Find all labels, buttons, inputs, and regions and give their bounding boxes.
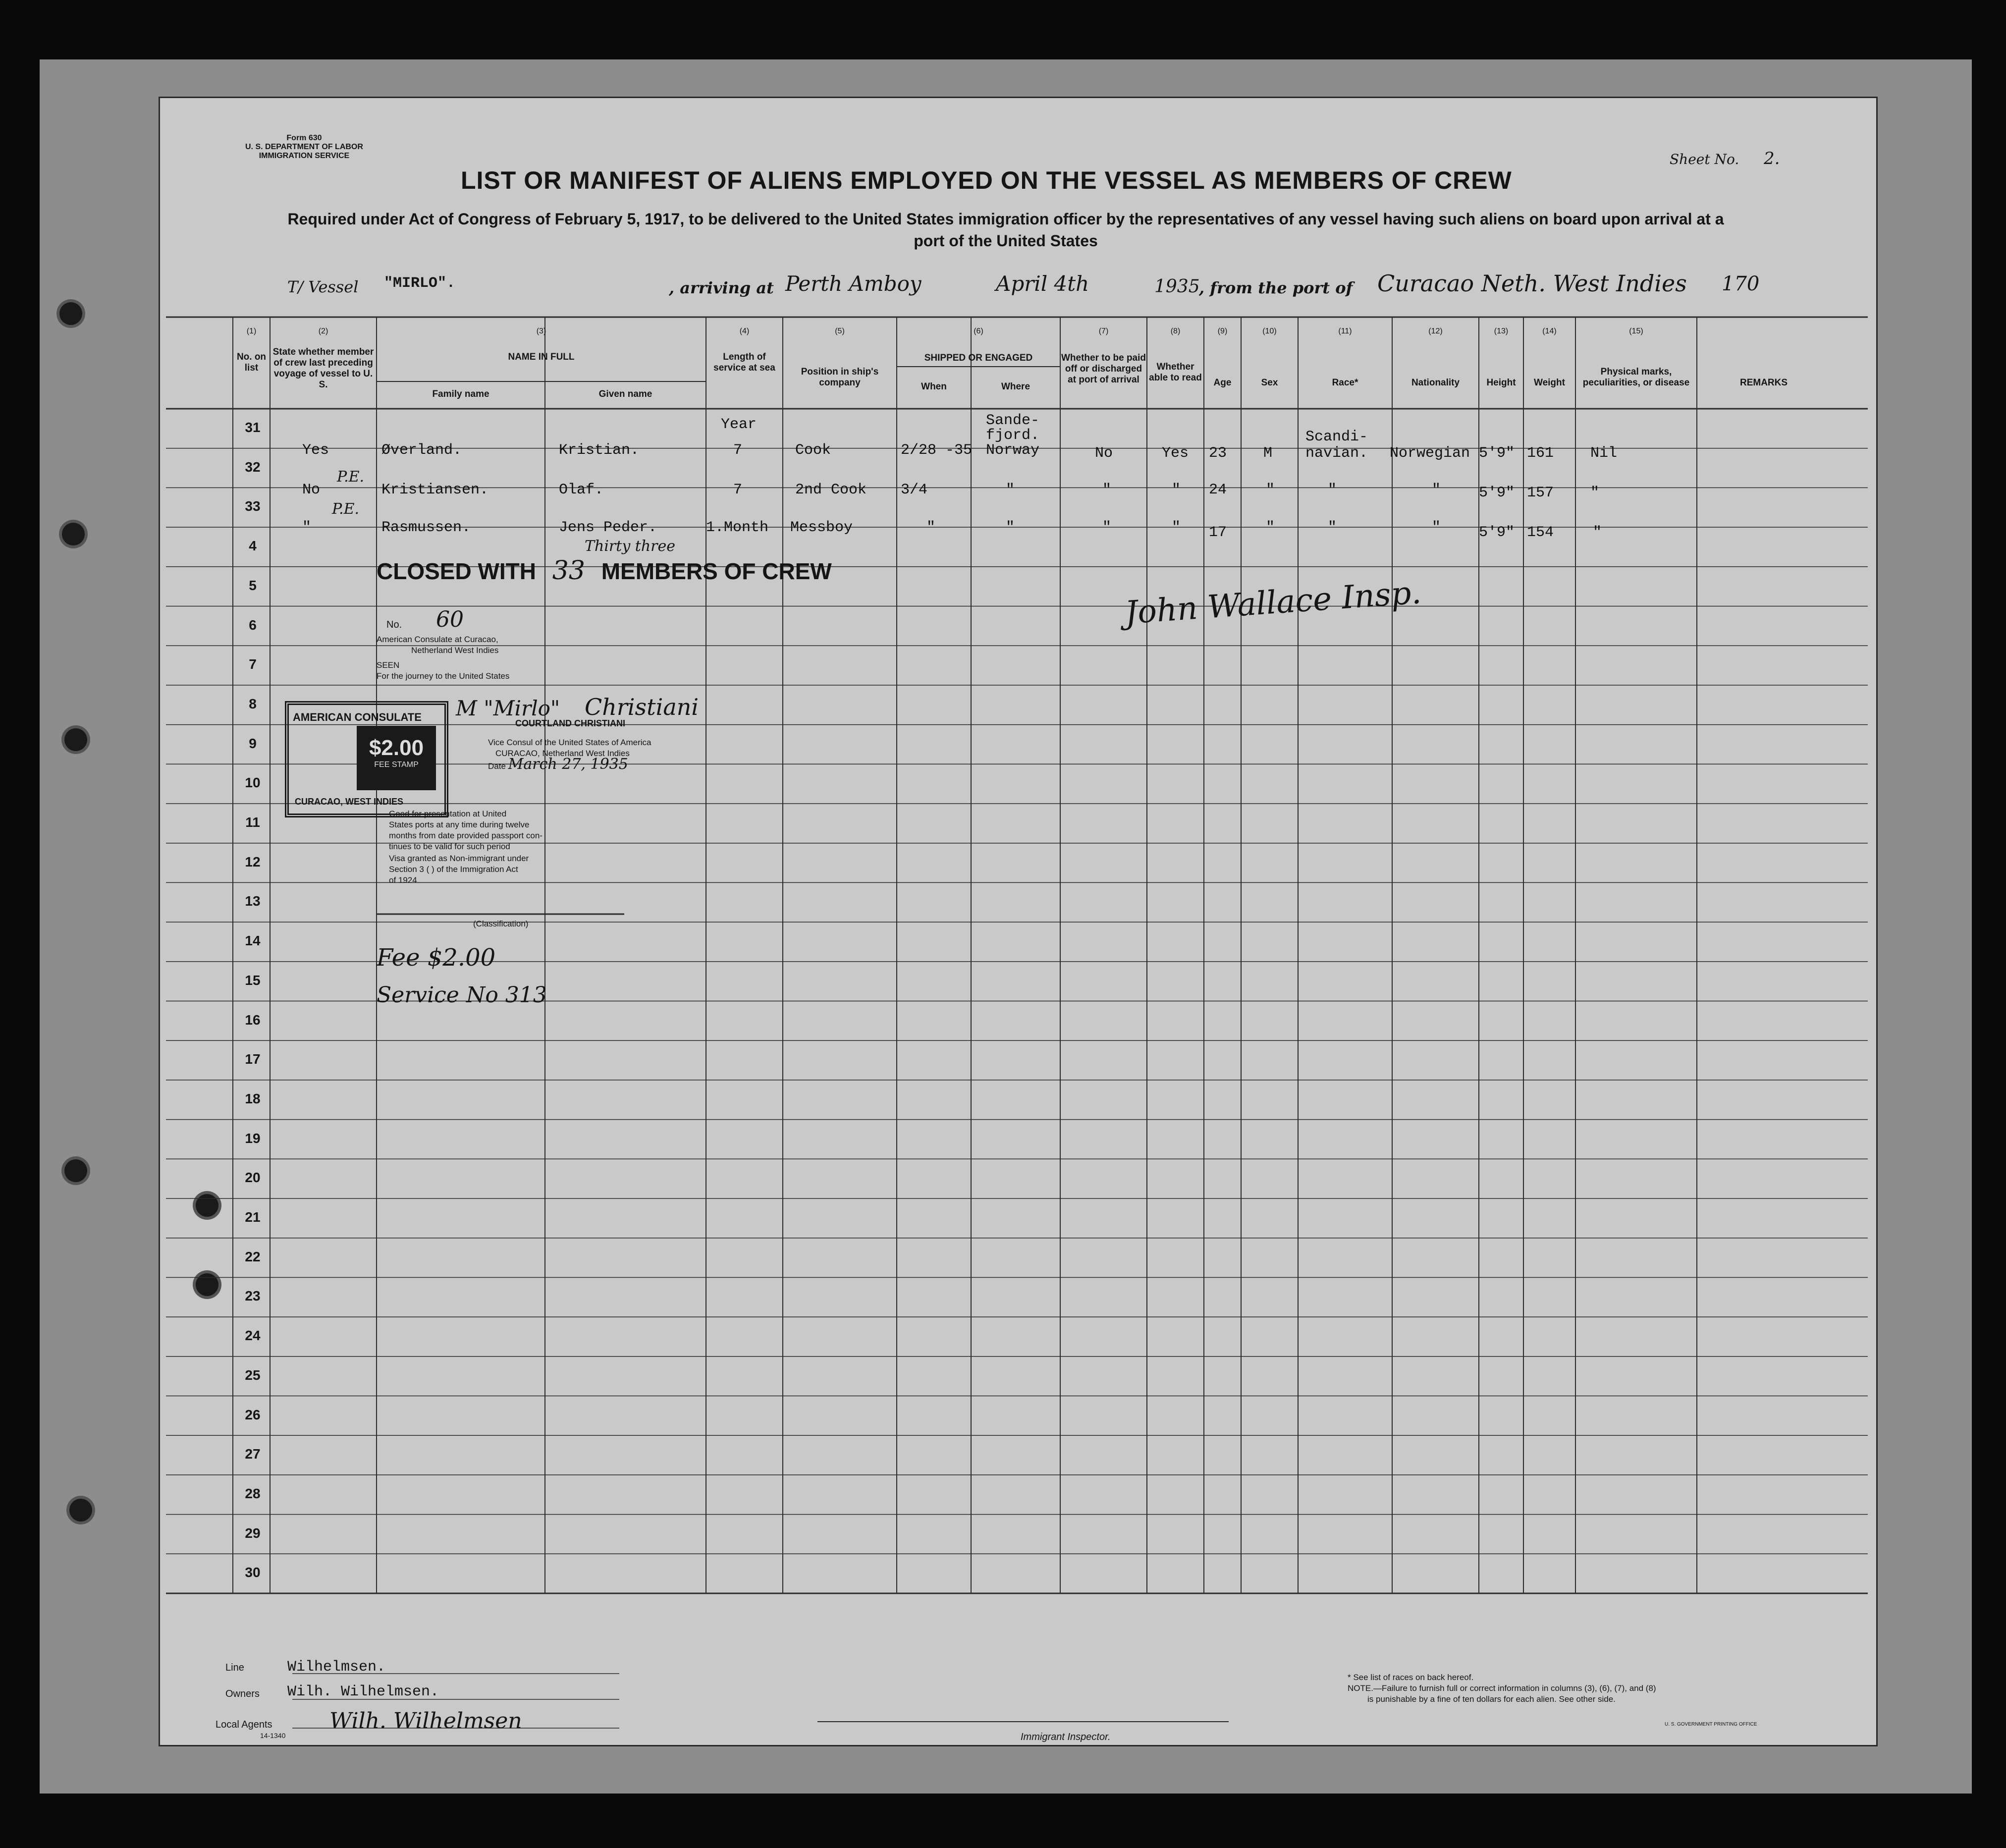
- crew-sex: M: [1263, 445, 1273, 462]
- service-name: IMMIGRATION SERVICE: [259, 152, 350, 160]
- fee-stamp-amount: $2.00: [369, 736, 424, 760]
- vessel-label: T/ Vessel: [287, 277, 359, 296]
- crew-position: Messboy: [790, 519, 853, 536]
- col-num: (1): [246, 327, 257, 335]
- row-number: 13: [245, 893, 261, 909]
- classification-label: (Classification): [473, 919, 529, 928]
- validity-line: months from date provided passport con-: [389, 831, 542, 840]
- col-num: (6): [974, 327, 983, 335]
- consular-no-label: No.: [386, 619, 402, 630]
- header-previous-voyage: State whether member of crew last preceding voyage of vessel to U. S.: [272, 347, 374, 390]
- closing-crew-count: 33: [552, 556, 585, 586]
- crew-prev-voyage: No: [302, 482, 321, 498]
- header-given-name: Given name: [598, 389, 652, 399]
- crew-given-name: Kristian.: [559, 442, 640, 459]
- col-num: (2): [318, 327, 328, 335]
- visa-line: Visa granted as Non-immigrant under: [389, 854, 529, 863]
- row-number: 33: [245, 498, 261, 514]
- line-value: Wilhelmsen.: [287, 1659, 386, 1676]
- vessel-name: "MIRLO".: [384, 275, 456, 292]
- row-number: 14: [245, 933, 261, 949]
- header-no-on-list: No. on list: [236, 352, 267, 373]
- crew-prev-voyage: ": [302, 519, 312, 536]
- col-num: (8): [1170, 327, 1181, 335]
- header-able-to-read: Whether able to read: [1149, 362, 1202, 383]
- crew-paid-off: ": [1102, 482, 1112, 498]
- row-number: 25: [245, 1367, 261, 1383]
- header-family-name: Family name: [432, 389, 489, 399]
- header-race: Race*: [1332, 378, 1358, 388]
- col-num: (9): [1217, 327, 1228, 335]
- closing-text-start: CLOSED WITH: [377, 558, 536, 584]
- row-number: 19: [245, 1130, 261, 1146]
- crew-able-to-read: ": [1172, 519, 1181, 536]
- consular-journey: For the journey to the United States: [377, 671, 510, 681]
- arriving-label: , arriving at: [669, 278, 774, 297]
- crew-able-to-read: Yes: [1162, 445, 1189, 462]
- crew-race: ": [1328, 482, 1337, 498]
- crew-age: 23: [1209, 445, 1227, 462]
- fee: Fee $2.00: [377, 944, 496, 972]
- closing-text-end: MEMBERS OF CREW: [601, 558, 832, 584]
- arriving-date: April 4th: [996, 272, 1089, 296]
- consulate-line: American Consulate at Curacao,: [377, 635, 498, 644]
- crew-race: navian.: [1305, 445, 1368, 462]
- col-num: (3): [536, 327, 546, 335]
- validity-line: Good for presentation at United: [389, 809, 507, 818]
- crew-family-name: Kristiansen.: [381, 482, 489, 498]
- row-number: 5: [249, 577, 257, 593]
- consul-place: CURACAO, Netherland West Indies: [495, 749, 630, 758]
- header-position: Position in ship's company: [801, 367, 879, 388]
- footer-note: NOTE.—Failure to furnish full or correct information in columns (3), (6), (7), and (8): [1348, 1684, 1656, 1693]
- crew-physical-marks: ": [1593, 524, 1602, 541]
- stamp-text: AMERICAN CONSULATE: [293, 711, 422, 723]
- header-length-of-service: Length of service at sea: [713, 352, 775, 373]
- crew-weight: 161: [1527, 445, 1554, 462]
- validity-line: States ports at any time during twelve: [389, 820, 530, 829]
- crew-shipped-where: Norway: [986, 442, 1040, 459]
- crew-race: Scandi-: [1305, 429, 1368, 445]
- crew-shipped-when: 3/4: [901, 482, 928, 498]
- crew-shipped-where: ": [1006, 519, 1015, 536]
- col-num: (14): [1542, 327, 1557, 335]
- row-number: 16: [245, 1012, 261, 1028]
- crew-nationality: ": [1432, 482, 1441, 498]
- header-height: Height: [1486, 378, 1516, 388]
- crew-prev-voyage: Yes: [302, 442, 329, 459]
- sheet-label: Sheet No.: [1670, 151, 1739, 167]
- row-number: 20: [245, 1170, 261, 1186]
- col-num: (15): [1629, 327, 1643, 335]
- form-number: Form 630: [286, 134, 322, 142]
- header-sex: Sex: [1261, 378, 1278, 388]
- col-num: (4): [739, 327, 750, 335]
- crew-service-unit: Year: [721, 416, 757, 433]
- crew-weight: 154: [1527, 524, 1554, 541]
- fee-stamp-label: FEE STAMP: [374, 761, 419, 769]
- crew-given-name: Jens Peder.: [559, 519, 657, 536]
- form-code: 14-1340: [260, 1732, 286, 1739]
- crew-service-length: 7: [733, 442, 743, 459]
- crew-shipped-where: fjord.: [986, 427, 1040, 444]
- header-age: Age: [1213, 378, 1232, 388]
- crew-nationality: ": [1432, 519, 1441, 536]
- crew-height: 5'9": [1479, 445, 1515, 462]
- crew-service-length: 7: [733, 482, 743, 498]
- consul-title: Vice Consul of the United States of America: [488, 738, 651, 747]
- consul-signature: Christiani: [585, 694, 699, 720]
- header-paid-off: Whether to be paid off or discharged at port of arrival: [1061, 353, 1146, 385]
- row-number: 26: [245, 1407, 261, 1422]
- immigrant-inspector-label: Immigrant Inspector.: [1021, 1732, 1111, 1742]
- header-remarks: REMARKS: [1739, 378, 1788, 388]
- agents-label: Local Agents: [216, 1719, 272, 1730]
- visa-line: of 1924: [389, 875, 417, 885]
- row-number: 24: [245, 1328, 261, 1344]
- col-num: (5): [835, 327, 845, 335]
- row-number: 29: [245, 1525, 261, 1541]
- row-number: 27: [245, 1446, 261, 1462]
- arrival-year: 1935: [1154, 276, 1200, 297]
- header-when: When: [921, 381, 947, 392]
- header-name-in-full: NAME IN FULL: [508, 352, 575, 362]
- row-number: 22: [245, 1249, 261, 1264]
- crew-note: P.E.: [332, 500, 360, 518]
- crew-shipped-when: 2/28 -35: [901, 442, 973, 459]
- consular-number: 60: [436, 607, 464, 632]
- row-number: 8: [249, 696, 257, 711]
- crew-family-name: Rasmussen.: [381, 519, 471, 536]
- consular-date-label: Date: [488, 761, 506, 771]
- crew-able-to-read: ": [1172, 482, 1181, 498]
- crew-age: 17: [1209, 524, 1227, 541]
- crew-height: 5'9": [1479, 485, 1515, 501]
- crew-physical-marks: Nil: [1590, 445, 1618, 462]
- header-physical-marks: Physical marks, peculiarities, or disease: [1582, 367, 1690, 388]
- header-weight: Weight: [1534, 378, 1565, 388]
- crew-age: 24: [1209, 482, 1227, 498]
- row-number: 4: [249, 538, 257, 554]
- crew-given-name: Olaf.: [559, 482, 604, 498]
- from-label: , from the port of: [1199, 278, 1353, 297]
- consular-date: March 27, 1935: [508, 756, 628, 773]
- row-number: 11: [245, 815, 260, 830]
- validity-line: tinues to be valid for such period: [389, 842, 510, 851]
- crew-paid-off: ": [1102, 519, 1112, 536]
- crew-weight: 157: [1527, 485, 1554, 501]
- service-number: Service No 313: [377, 982, 547, 1008]
- footer-note: is punishable by a fine of ten dollars for each alien. See other side.: [1367, 1694, 1616, 1704]
- crew-service-length: 1.Month: [706, 519, 769, 536]
- crew-note: P.E.: [337, 468, 365, 486]
- row-number: 15: [245, 972, 261, 988]
- row-number: 31: [245, 420, 261, 435]
- col-num: (10): [1262, 327, 1277, 335]
- header-shipped-engaged: SHIPPED OR ENGAGED: [924, 353, 1033, 363]
- row-number: 7: [249, 656, 257, 672]
- line-label: Line: [225, 1662, 244, 1673]
- page-number: 170: [1722, 272, 1760, 295]
- owners-value: Wilh. Wilhelmsen.: [287, 1684, 439, 1700]
- crew-nationality: Norwegian: [1390, 445, 1470, 462]
- arriving-port: Perth Amboy: [785, 272, 922, 296]
- crew-sex: ": [1266, 482, 1275, 498]
- agents-value: Wilh. Wilhelmsen: [329, 1708, 522, 1734]
- visa-line: Section 3 ( ) of the Immigration Act: [389, 865, 518, 874]
- col-num: (13): [1494, 327, 1509, 335]
- row-number: 6: [249, 617, 257, 633]
- consular-ship: M "Mirlo": [456, 696, 560, 720]
- col-num: (11): [1338, 327, 1352, 335]
- row-number: 30: [245, 1565, 261, 1580]
- subtitle-line-2: port of the United States: [914, 232, 1098, 250]
- consulate-line: Netherland West Indies: [411, 646, 499, 655]
- owners-label: Owners: [225, 1688, 260, 1699]
- crew-sex: ": [1266, 519, 1275, 536]
- fee-stamp: [357, 726, 436, 790]
- row-number: 17: [245, 1051, 261, 1067]
- crew-position: Cook: [795, 442, 831, 459]
- col-num: (12): [1428, 327, 1443, 335]
- page-title: LIST OR MANIFEST OF ALIENS EMPLOYED ON THE VESSEL AS MEMBERS OF CREW: [461, 166, 1512, 194]
- crew-shipped-when: ": [926, 519, 936, 536]
- row-number: 9: [249, 735, 257, 751]
- inspector-signature: John Wallace Insp.: [1124, 574, 1423, 632]
- row-number: 12: [245, 854, 261, 870]
- row-number: 18: [245, 1090, 261, 1106]
- department: U. S. DEPARTMENT OF LABOR: [245, 143, 363, 151]
- crew-paid-off: No: [1095, 445, 1113, 462]
- crew-shipped-where: Sande-: [986, 412, 1040, 429]
- consular-seen: SEEN: [377, 660, 400, 670]
- header-nationality: Nationality: [1411, 378, 1460, 388]
- printer-imprint: U. S. GOVERNMENT PRINTING OFFICE: [1665, 1722, 1757, 1727]
- crew-shipped-where: ": [1006, 482, 1015, 498]
- sheet-number: 2.: [1764, 149, 1780, 168]
- row-number: 21: [245, 1209, 261, 1225]
- crew-physical-marks: ": [1590, 485, 1600, 501]
- crew-family-name: Øverland.: [381, 442, 462, 459]
- departure-port: Curacao Neth. West Indies: [1377, 270, 1687, 297]
- row-number: 28: [245, 1485, 261, 1501]
- consul-name: COURTLAND CHRISTIANI: [515, 718, 625, 728]
- footer-note: * See list of races on back hereof.: [1348, 1673, 1474, 1682]
- handwritten-crew-count: Thirty three: [585, 538, 676, 555]
- crew-position: 2nd Cook: [795, 482, 867, 498]
- stamp-place: CURACAO, WEST INDIES: [295, 797, 404, 807]
- crew-height: 5'9": [1479, 524, 1515, 541]
- row-number: 32: [245, 459, 261, 475]
- row-number: 10: [245, 775, 261, 791]
- col-num: (7): [1098, 327, 1109, 335]
- crew-race: ": [1328, 519, 1337, 536]
- subtitle-line-1: Required under Act of Congress of February 5, 1917, to be delivered to the United States immigration officer by the representatives of any vessel having such aliens on board upon arrival at a: [287, 210, 1724, 228]
- row-number: 23: [245, 1288, 261, 1304]
- header-where: Where: [1001, 381, 1030, 392]
